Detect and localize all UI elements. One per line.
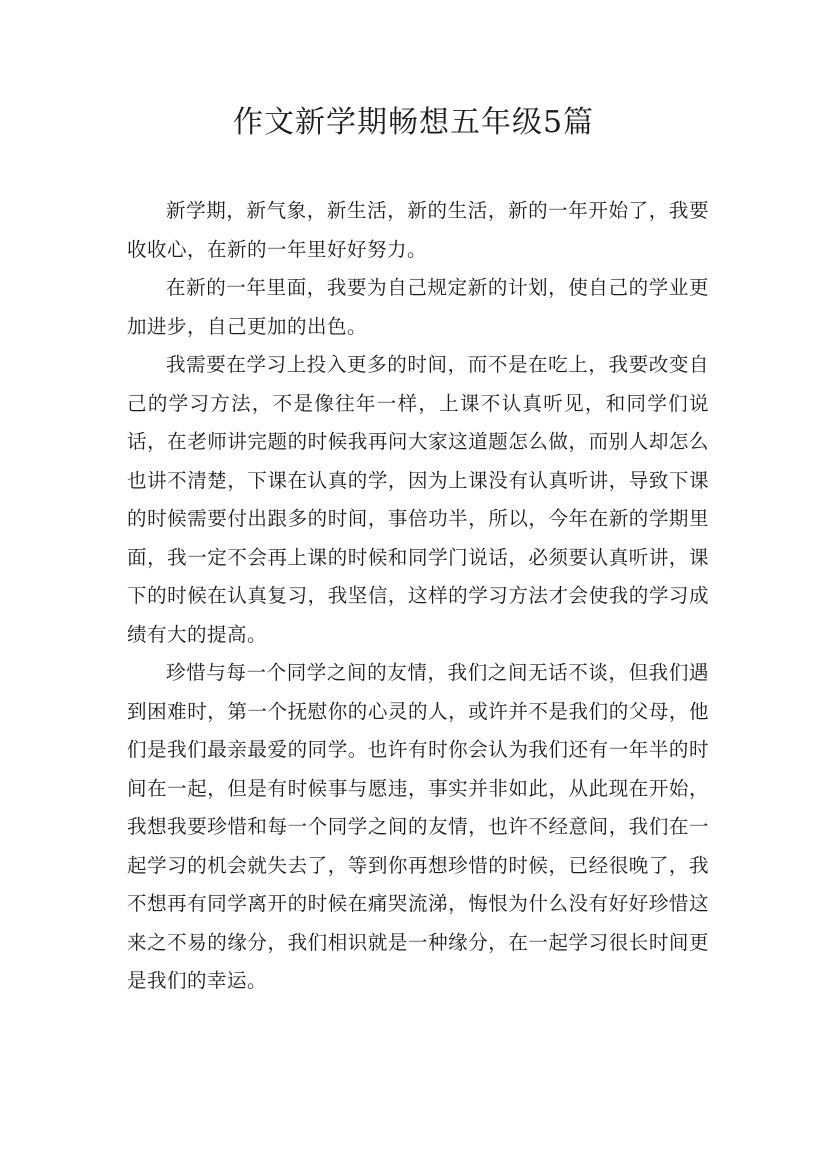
paragraph-4: 珍惜与每一个同学之间的友情，我们之间无话不谈，但我们遇到困难时，第一个抚慰你的心灵的人，或许并不是我们的父母，他们是我们最亲最爱的同学。也许有时你会认为我们还有一年半的时间在一起，但是有时候事与愿违，事实并非如此，从此现在开始，我想我要珍惜和每一个同学之间的友情，也许不经意间，我们在一起学习的机会就失去了，等到你再想珍惜的时候，已经很晚了，我不想再有同学离开的时候在痛哭流涕，悔恨为什么没有好好珍惜这来之不易的缘分，我们相识就是一种缘分，在一起学习很长时间更是我们的幸运。 xyxy=(127,661,709,992)
document-title: 作文新学期畅想五年级5篇 xyxy=(232,105,595,140)
document-body xyxy=(127,192,709,1001)
paragraph-1: 新学期，新气象，新生活，新的生活，新的一年开始了，我要收收心，在新的一年里好好努力。 xyxy=(127,199,709,261)
paragraph-3: 我需要在学习上投入更多的时间，而不是在吃上，我要改变自己的学习方法，不是像往年一样，上课不认真听见，和同学们说话，在老师讲完题的时候我再问大家这道题怎么做，而别人却怎么也讲不清楚，下课在认真的学，因为上课没有认真听讲，导致下课的时候需要付出跟多的时间，事倍功半，所以，今年在新的学期里面，我一定不会再上课的时候和同学门说话，必须要认真听讲，课下的时候在认真复习，我坚信，这样的学习方法才会使我的学习成绩有大的提高。 xyxy=(127,353,709,646)
paragraph-2: 在新的一年里面，我要为自己规定新的计划，使自己的学业更加进步，自己更加的出色。 xyxy=(127,276,709,338)
